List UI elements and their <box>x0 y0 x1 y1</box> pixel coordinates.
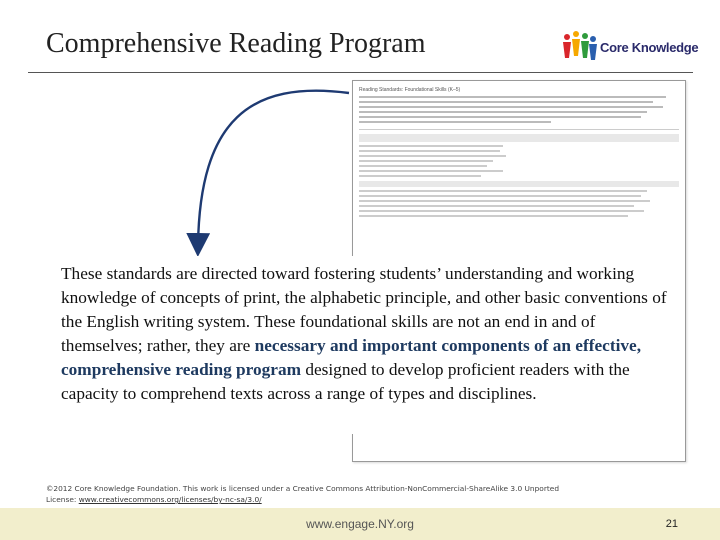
logo-text: Core Knowledge <box>600 40 699 55</box>
callout-emphasis: necessary and important components of an effective, comprehensive reading program <box>61 336 642 379</box>
license-prefix: License: <box>46 495 79 504</box>
people-logo-icon <box>560 28 600 70</box>
slide-title: Comprehensive Reading Program <box>46 28 426 59</box>
callout-text <box>61 262 681 406</box>
footer-bar <box>0 508 720 540</box>
license-line-1: ©2012 Core Knowledge Foundation. This work is licensed under a Creative Commons Attribution-NonCommercial-ShareAlike 3.0 Unported <box>46 484 560 493</box>
core-knowledge-logo <box>560 28 699 70</box>
callout-text-b: designed to develop proficient readers with the capacity to comprehend texts across a range of types and disciplines. <box>61 360 630 403</box>
callout-box <box>53 256 683 434</box>
page-number: 21 <box>665 518 678 530</box>
license-notice <box>46 483 666 505</box>
footer-url[interactable]: www.engage.NY.org <box>306 517 414 531</box>
license-link[interactable]: www.creativecommons.org/licenses/by-nc-sa/3.0/ <box>78 495 262 504</box>
callout-text-a: These standards are directed toward fostering students’ understanding and working knowledge of concepts of print, the alphabetic principle, and other basic conventions of the English writing system. These foundational skills are not an end in and of themselves; rather, they are <box>61 264 667 355</box>
title-divider <box>28 72 693 73</box>
doc-thumbnail-title: Reading Standards: Foundational Skills (K–5) <box>359 87 461 93</box>
